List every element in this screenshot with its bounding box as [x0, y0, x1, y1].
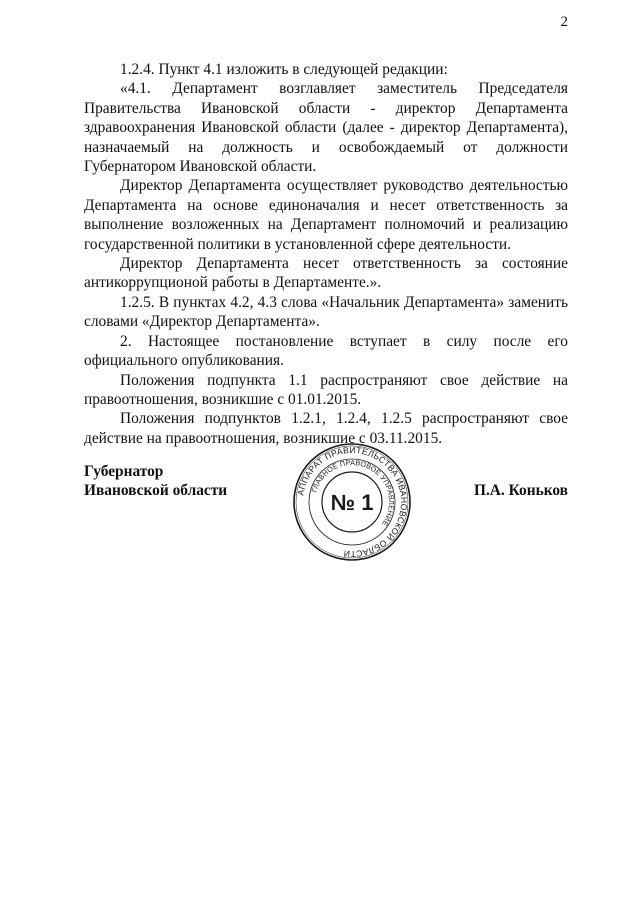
signer-title	[84, 462, 227, 501]
signer-title-line1: Губернатор	[84, 463, 164, 480]
seal-inner-text: ГЛАВНОЕ ПРАВОВОЕ УПРАВЛЕНИЕ	[309, 457, 397, 529]
official-seal-stamp	[292, 442, 412, 562]
signer-title-line2: Ивановской области	[84, 482, 228, 500]
paragraph-4-1: «4.1. Департамент возглавляет заместитель Председателя Правительства Ивановской области - директор Департамента здравоохранения Ивановской области (далее - директор Департамента), назначаемый на должность и освобождаемый от должности Губернатором Ивановской области.	[84, 80, 568, 176]
signature-block	[84, 444, 568, 562]
page-number: 2	[560, 14, 568, 30]
seal-outer-text: АППАРАТ ПРАВИТЕЛЬСТВА ИВАНОВСКОЙ ОБЛАСТИ	[295, 444, 410, 560]
paragraph-director-leadership: Директор Департамента осуществляет руководство деятельностью Департамента на основе единоначалия и несет ответственность за выполнение возложенных на Департамент полномочий и реализацию государственной политики в установленной сфере деятельности.	[84, 177, 568, 253]
paragraph-1-2-5: 1.2.5. В пунктах 4.2, 4.3 слова «Начальник Департамента» заменить словами «Директор Департамента».	[84, 293, 568, 331]
paragraph-2-entry-into-force: 2. Настоящее постановление вступает в силу после его официального опубликования.	[84, 332, 568, 370]
document-body	[84, 60, 568, 448]
paragraph-provision-1-1: Положения подпункта 1.1 распространяют свое действие на правоотношения, возникшие с 01.01.2015.	[84, 371, 568, 408]
signer-name: П.А. Коньков	[473, 482, 568, 499]
seal-number: № 1	[330, 490, 374, 515]
paragraph-1-2-4: 1.2.4. Пункт 4.1 изложить в следующей редакции:	[120, 61, 448, 78]
paragraph-provisions-1-2: Положения подпунктов 1.2.1, 1.2.4, 1.2.5 распространяют свое действие на правоотношения, возникшие с 03.11.2015.	[84, 410, 568, 447]
paragraph-director-anticorruption: Директор Департамента несет ответственность за состояние антикоррупционой работы в Департаменте.».	[84, 255, 568, 292]
